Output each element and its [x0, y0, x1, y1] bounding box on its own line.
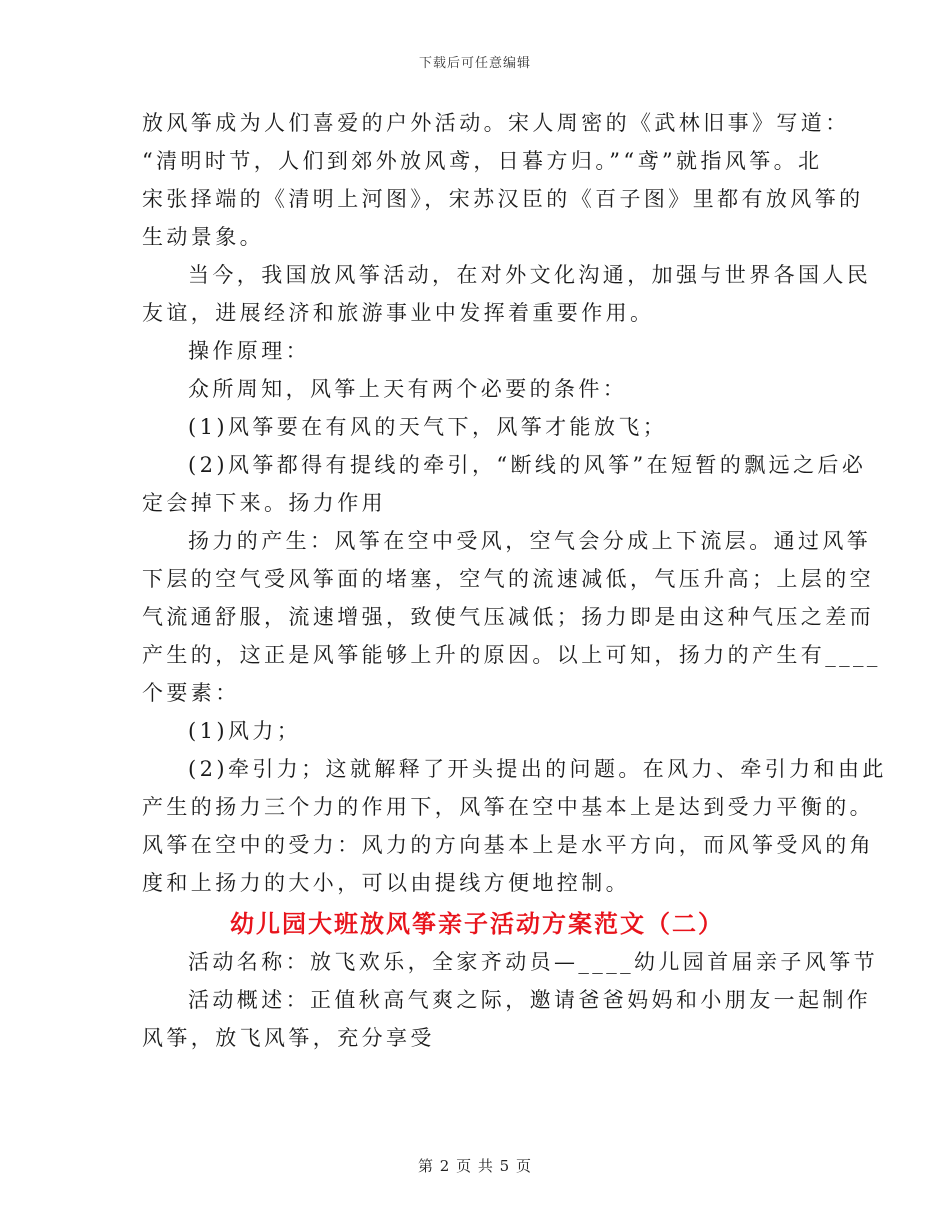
paragraph-line: 当今，我国放风筝活动，在对外文化沟通，加强与世界各国人民 — [188, 263, 872, 287]
paragraph-line: 度和上扬力的大小，可以由提线方便地控制。 — [142, 871, 630, 895]
section-title: 幼儿园大班放风筝亲子活动方案范文（二） — [230, 909, 724, 938]
paragraph-line: (1)风筝要在有风的天气下，风筝才能放飞； — [188, 415, 668, 439]
paragraph-line: 产生的扬力三个力的作用下，风筝在空中基本上是达到受力平衡的。 — [142, 795, 874, 819]
paragraph-line: (2)风筝都得有提线的牵引，“断线的风筝”在短暂的飘远之后必 — [188, 453, 867, 477]
paragraph-line: 气流通舒服，流速增强，致使气压减低；扬力即是由这种气压之差而 — [142, 605, 874, 629]
paragraph-line: 个要素： — [142, 681, 240, 705]
paragraph-line: 定会掉下来。扬力作用 — [142, 491, 386, 515]
paragraph-line: 众所周知，风筝上天有两个必要的条件： — [188, 377, 628, 401]
paragraph-line: 生动景象。 — [142, 225, 264, 249]
paragraph-line: 宋张择端的《清明上河图》，宋苏汉臣的《百子图》里都有放风筝的 — [142, 187, 864, 211]
paragraph-line: 扬力的产生：风筝在空中受风，空气会分成上下流层。通过风筝 — [188, 529, 872, 553]
paragraph-line: 操作原理： — [188, 339, 310, 363]
paragraph-line: 友谊，进展经济和旅游事业中发挥着重要作用。 — [142, 301, 655, 325]
paragraph-line: 活动概述：正值秋高气爽之际，邀请爸爸妈妈和小朋友一起制作 — [188, 988, 872, 1012]
paragraph-line: (2)牵引力；这就解释了开头提出的问题。在风力、牵引力和由此 — [188, 757, 887, 781]
document-body — [142, 104, 887, 1057]
paragraph-line: 下层的空气受风筝面的堵塞，空气的流速减低，气压升高；上层的空 — [142, 567, 874, 591]
page-header: 下载后可任意编辑 — [418, 56, 531, 71]
paragraph-line: 产生的，这正是风筝能够上升的原因。以上可知，扬力的产生有____ — [142, 643, 881, 667]
paragraph-line: 活动名称：放飞欢乐，全家齐动员—____幼儿园首届亲子风筝节 — [188, 950, 878, 974]
paragraph-line: 风筝，放飞风筝，充分享受 — [142, 1026, 435, 1050]
paragraph-line: 风筝在空中的受力：风力的方向基本上是水平方向，而风筝受风的角 — [142, 833, 874, 857]
paragraph-line: (1)风力； — [188, 719, 302, 743]
paragraph-line: 放风筝成为人们喜爱的户外活动。宋人周密的《武林旧事》写道： — [142, 111, 850, 135]
paragraph-line: “清明时节，人们到郊外放风鸢，日暮方归。”“鸢”就指风筝。北 — [142, 149, 823, 173]
page-footer: 第 2 页 共 5 页 — [418, 1157, 532, 1175]
